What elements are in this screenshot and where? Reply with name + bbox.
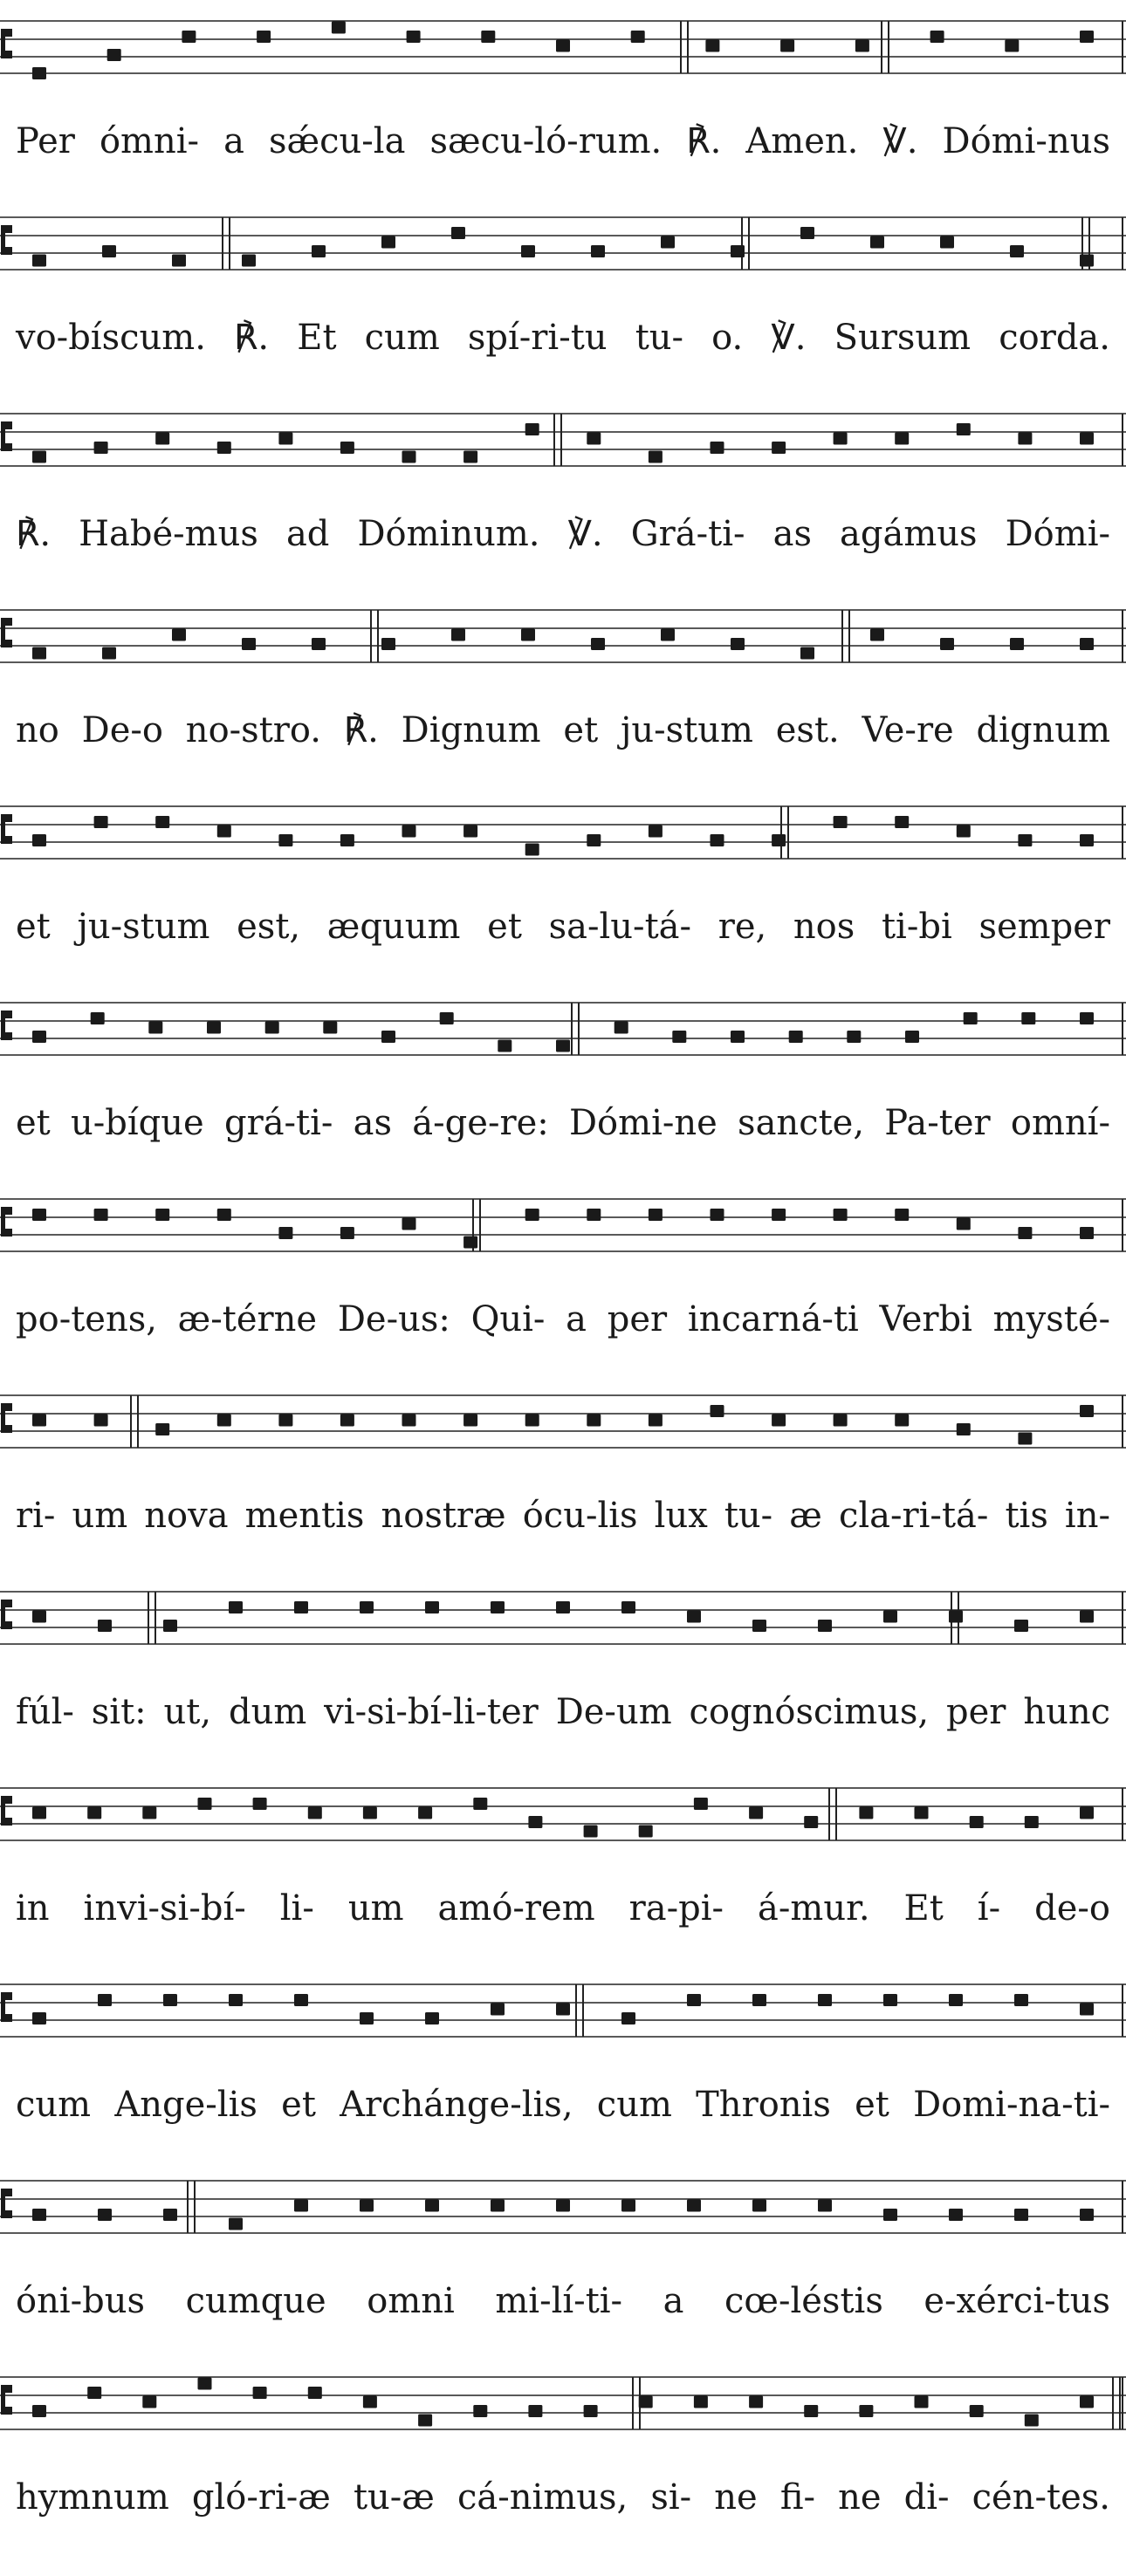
neume-note bbox=[155, 816, 169, 828]
neume-note bbox=[587, 1415, 601, 1427]
do-clef-icon bbox=[1, 1992, 12, 2022]
neume-note bbox=[217, 826, 231, 838]
neume-note bbox=[905, 1031, 919, 1043]
bar-line bbox=[781, 806, 788, 859]
neume-note bbox=[883, 1994, 897, 2006]
neume-note bbox=[253, 1798, 267, 1810]
neume-note bbox=[94, 1415, 108, 1427]
neume-note bbox=[1080, 2396, 1094, 2408]
neume-note bbox=[800, 647, 814, 660]
neume-note bbox=[418, 1807, 432, 1819]
neume-note bbox=[440, 1012, 454, 1024]
neume-note bbox=[32, 834, 46, 846]
neume-note bbox=[198, 1798, 212, 1810]
neume-note bbox=[294, 1601, 308, 1613]
neume-note bbox=[278, 1227, 292, 1239]
bar-line bbox=[576, 1984, 583, 2037]
neume-note bbox=[749, 1807, 763, 1819]
neume-note bbox=[360, 1601, 374, 1613]
neume-note bbox=[895, 1415, 909, 1427]
neume-note bbox=[1080, 1611, 1094, 1623]
neume-note bbox=[32, 255, 46, 267]
neume-note bbox=[155, 1423, 169, 1435]
neume-note bbox=[957, 1218, 971, 1230]
neume-note bbox=[895, 816, 909, 828]
bar-line bbox=[572, 1003, 579, 1055]
neume-note bbox=[229, 1994, 243, 2006]
neume-note bbox=[155, 1209, 169, 1221]
neume-note bbox=[705, 40, 719, 52]
neume-note bbox=[731, 1031, 745, 1043]
neume-note bbox=[1080, 1227, 1094, 1239]
bar-line bbox=[188, 2181, 195, 2233]
neume-note bbox=[859, 2405, 873, 2417]
neume-note bbox=[556, 2004, 570, 2016]
do-clef-icon bbox=[1, 1796, 12, 1826]
neume-note bbox=[32, 1209, 46, 1221]
staff bbox=[0, 1182, 1126, 1295]
neume-note bbox=[32, 1031, 46, 1043]
lyric-line: ri- um nova mentis nostræ ócu-lis lux tu- æ cla-ri-tá- tis in- bbox=[16, 1496, 1110, 1536]
neume-note bbox=[1080, 1405, 1094, 1417]
neume-note bbox=[363, 2396, 377, 2408]
neume-note bbox=[312, 245, 326, 257]
neume-note bbox=[970, 2405, 984, 2417]
neume-note bbox=[323, 1022, 337, 1034]
neume-note bbox=[451, 227, 465, 239]
bar-line bbox=[681, 21, 688, 73]
neume-note bbox=[687, 1611, 701, 1623]
neume-note bbox=[930, 31, 944, 43]
neume-note bbox=[98, 2209, 112, 2221]
lyric-line: ℟. Habé-mus ad Dóminum. ℣. Grá-ti- as agámus Dómi- bbox=[16, 514, 1110, 554]
neume-note bbox=[772, 834, 786, 846]
lyric-line: vo-bíscum. ℟. Et cum spí-ri-tu tu- o. ℣. Sursum corda. bbox=[16, 318, 1110, 358]
neume-note bbox=[649, 1209, 663, 1221]
do-clef-icon bbox=[1, 618, 12, 647]
neume-note bbox=[1080, 638, 1094, 650]
neume-note bbox=[407, 31, 421, 43]
neume-note bbox=[94, 816, 108, 828]
neume-note bbox=[1025, 1816, 1039, 1828]
neume-note bbox=[451, 629, 465, 641]
neume-note bbox=[672, 1031, 686, 1043]
lyric-line: cum Ange-lis et Archánge-lis, cum Thronis et Domi-na-ti- bbox=[16, 2085, 1110, 2125]
neume-note bbox=[772, 1209, 786, 1221]
neume-note bbox=[91, 1012, 105, 1024]
neume-note bbox=[402, 1415, 416, 1427]
neume-note bbox=[32, 2209, 46, 2221]
neume-note bbox=[525, 423, 539, 435]
neume-note bbox=[155, 433, 169, 445]
neume-note bbox=[834, 1209, 848, 1221]
do-clef-icon bbox=[1, 29, 12, 58]
neume-note bbox=[491, 1601, 505, 1613]
neume-note bbox=[148, 1022, 162, 1034]
bar-line bbox=[842, 610, 849, 662]
staff bbox=[0, 789, 1126, 902]
neume-note bbox=[614, 1022, 628, 1034]
neume-note bbox=[32, 647, 46, 660]
neume-note bbox=[1080, 2209, 1094, 2221]
bar-line bbox=[829, 1788, 836, 1840]
neume-note bbox=[1080, 31, 1094, 43]
bar-line bbox=[131, 1395, 138, 1448]
neume-note bbox=[847, 1031, 861, 1043]
staff bbox=[0, 1967, 1126, 2080]
do-clef-icon bbox=[1, 1600, 12, 1629]
neume-note bbox=[834, 1415, 848, 1427]
neume-note bbox=[883, 2209, 897, 2221]
neume-note bbox=[731, 245, 745, 257]
neume-note bbox=[1018, 1433, 1032, 1445]
bar-line bbox=[554, 414, 561, 466]
neume-note bbox=[772, 442, 786, 454]
neume-note bbox=[556, 40, 570, 52]
neume-note bbox=[621, 2012, 635, 2024]
neume-note bbox=[1014, 1620, 1028, 1632]
neume-note bbox=[711, 1209, 724, 1221]
neume-note bbox=[265, 1022, 279, 1034]
neume-note bbox=[800, 227, 814, 239]
neume-note bbox=[804, 2405, 818, 2417]
neume-note bbox=[418, 2415, 432, 2427]
neume-note bbox=[694, 1798, 708, 1810]
neume-note bbox=[521, 245, 535, 257]
neume-note bbox=[661, 629, 675, 641]
neume-note bbox=[463, 1237, 477, 1249]
neume-note bbox=[1080, 255, 1094, 267]
do-clef-icon bbox=[1, 225, 12, 255]
neume-note bbox=[381, 236, 395, 249]
chant-system bbox=[0, 1182, 1126, 1398]
neume-note bbox=[1010, 638, 1024, 650]
neume-note bbox=[278, 433, 292, 445]
neume-note bbox=[834, 433, 848, 445]
neume-note bbox=[463, 451, 477, 463]
neume-note bbox=[949, 1994, 963, 2006]
neume-note bbox=[1018, 834, 1032, 846]
neume-note bbox=[772, 1415, 786, 1427]
neume-note bbox=[278, 834, 292, 846]
neume-note bbox=[1018, 433, 1032, 445]
neume-note bbox=[584, 2405, 598, 2417]
neume-note bbox=[711, 834, 724, 846]
lyric-line: in invi-si-bí- li- um amó-rem ra-pi- á-mur. Et í- de-o bbox=[16, 1888, 1110, 1929]
bar-line bbox=[223, 217, 230, 270]
neume-note bbox=[964, 1012, 978, 1024]
neume-note bbox=[1080, 1012, 1094, 1024]
neume-note bbox=[32, 1415, 46, 1427]
lyric-line: no De-o no-stro. ℟. Dignum et ju-stum est. Ve-re dignum bbox=[16, 710, 1110, 750]
neume-note bbox=[621, 1601, 635, 1613]
neume-note bbox=[207, 1022, 221, 1034]
neume-note bbox=[182, 31, 196, 43]
neume-note bbox=[163, 1620, 177, 1632]
neume-note bbox=[859, 1807, 873, 1819]
neume-note bbox=[87, 2387, 101, 2399]
neume-note bbox=[521, 629, 535, 641]
neume-note bbox=[940, 638, 954, 650]
neume-note bbox=[631, 31, 645, 43]
neume-note bbox=[163, 1994, 177, 2006]
lyric-line: Per ómni- a sǽcu-la sæcu-ló-rum. ℟. Amen. ℣. Dómi-nus bbox=[16, 121, 1110, 161]
neume-note bbox=[895, 1209, 909, 1221]
neume-note bbox=[363, 1807, 377, 1819]
neume-note bbox=[883, 1611, 897, 1623]
bar-line bbox=[148, 1592, 155, 1644]
lyric-line: et u-bíque grá-ti- as á-ge-re: Dómi-ne sancte, Pa-ter omní- bbox=[16, 1103, 1110, 1143]
bar-line bbox=[882, 21, 889, 73]
neume-note bbox=[32, 1807, 46, 1819]
neume-note bbox=[915, 2396, 929, 2408]
neume-note bbox=[915, 1807, 929, 1819]
neume-note bbox=[32, 1611, 46, 1623]
neume-note bbox=[32, 67, 46, 79]
neume-note bbox=[525, 844, 539, 856]
neume-note bbox=[870, 236, 884, 249]
neume-note bbox=[818, 1994, 832, 2006]
neume-note bbox=[694, 2396, 708, 2408]
neume-note bbox=[217, 442, 231, 454]
neume-note bbox=[102, 647, 116, 660]
neume-note bbox=[1080, 834, 1094, 846]
neume-note bbox=[940, 236, 954, 249]
neume-note bbox=[804, 1816, 818, 1828]
neume-note bbox=[425, 2200, 439, 2212]
neume-note bbox=[1025, 2415, 1039, 2427]
neume-note bbox=[970, 1816, 984, 1828]
neume-note bbox=[172, 255, 186, 267]
neume-note bbox=[587, 1209, 601, 1221]
neume-note bbox=[1018, 1227, 1032, 1239]
neume-note bbox=[481, 31, 495, 43]
neume-note bbox=[340, 834, 354, 846]
neume-note bbox=[229, 2218, 243, 2230]
neume-note bbox=[142, 2396, 156, 2408]
neume-note bbox=[556, 2200, 570, 2212]
neume-note bbox=[855, 40, 869, 52]
neume-note bbox=[491, 2004, 505, 2016]
neume-note bbox=[87, 1807, 101, 1819]
lyric-line: po-tens, æ-térne De-us: Qui- a per incarná-ti Verbi mysté- bbox=[16, 1299, 1110, 1339]
staff bbox=[0, 1771, 1126, 1884]
chant-system bbox=[0, 1967, 1126, 2183]
neume-note bbox=[491, 2200, 505, 2212]
neume-note bbox=[752, 2200, 766, 2212]
neume-note bbox=[98, 1994, 112, 2006]
chant-system bbox=[0, 3, 1126, 220]
neume-note bbox=[425, 2012, 439, 2024]
do-clef-icon bbox=[1, 1207, 12, 1237]
neume-note bbox=[102, 245, 116, 257]
lyric-line: fúl- sit: ut, dum vi-si-bí-li-ter De-um cognóscimus, per hunc bbox=[16, 1692, 1110, 1732]
neume-note bbox=[257, 31, 271, 43]
chant-system bbox=[0, 789, 1126, 1005]
neume-note bbox=[949, 1611, 963, 1623]
neume-note bbox=[556, 1040, 570, 1052]
neume-note bbox=[381, 1031, 395, 1043]
neume-note bbox=[98, 1620, 112, 1632]
neume-note bbox=[473, 2405, 487, 2417]
neume-note bbox=[587, 433, 601, 445]
neume-note bbox=[528, 1816, 542, 1828]
bar-line bbox=[1113, 2377, 1120, 2429]
staff bbox=[0, 396, 1126, 510]
neume-note bbox=[381, 638, 395, 650]
neume-note bbox=[870, 629, 884, 641]
neume-note bbox=[1014, 2209, 1028, 2221]
neume-note bbox=[402, 1218, 416, 1230]
neume-note bbox=[332, 22, 346, 34]
neume-note bbox=[752, 1620, 766, 1632]
neume-note bbox=[229, 1601, 243, 1613]
neume-note bbox=[780, 40, 794, 52]
lyric-line: et ju-stum est, æquum et sa-lu-tá- re, nos ti-bi semper bbox=[16, 907, 1110, 947]
neume-note bbox=[649, 1415, 663, 1427]
neume-note bbox=[1080, 2004, 1094, 2016]
neume-note bbox=[649, 451, 663, 463]
chant-system bbox=[0, 985, 1126, 1202]
neume-note bbox=[294, 1994, 308, 2006]
staff bbox=[0, 985, 1126, 1099]
staff bbox=[0, 2163, 1126, 2277]
neume-note bbox=[711, 442, 724, 454]
neume-note bbox=[425, 1601, 439, 1613]
neume-note bbox=[1005, 40, 1019, 52]
lyric-line: hymnum gló-ri-æ tu-æ cá-nimus, si- ne fi- ne di- cén-tes. bbox=[16, 2477, 1110, 2518]
neume-note bbox=[834, 816, 848, 828]
do-clef-icon bbox=[1, 2385, 12, 2415]
neume-note bbox=[242, 638, 256, 650]
chant-system bbox=[0, 593, 1126, 809]
neume-note bbox=[661, 236, 675, 249]
neume-note bbox=[711, 1405, 724, 1417]
neume-note bbox=[172, 629, 186, 641]
chant-system bbox=[0, 1378, 1126, 1594]
do-clef-icon bbox=[1, 814, 12, 844]
neume-note bbox=[198, 2378, 212, 2390]
neume-note bbox=[621, 2200, 635, 2212]
neume-note bbox=[463, 1415, 477, 1427]
neume-note bbox=[253, 2387, 267, 2399]
neume-note bbox=[94, 442, 108, 454]
neume-note bbox=[687, 2200, 701, 2212]
neume-note bbox=[1080, 433, 1094, 445]
staff bbox=[0, 3, 1126, 117]
neume-note bbox=[340, 1415, 354, 1427]
neume-note bbox=[308, 1807, 322, 1819]
neume-note bbox=[1010, 245, 1024, 257]
neume-note bbox=[556, 1601, 570, 1613]
do-clef-icon bbox=[1, 2189, 12, 2218]
neume-note bbox=[107, 49, 121, 61]
neume-note bbox=[32, 2405, 46, 2417]
do-clef-icon bbox=[1, 1011, 12, 1040]
neume-note bbox=[308, 2387, 322, 2399]
neume-note bbox=[402, 451, 416, 463]
neume-note bbox=[242, 255, 256, 267]
chant-system bbox=[0, 1574, 1126, 1791]
neume-note bbox=[528, 2405, 542, 2417]
neume-note bbox=[94, 1209, 108, 1221]
neume-note bbox=[525, 1209, 539, 1221]
neume-note bbox=[217, 1415, 231, 1427]
neume-note bbox=[1080, 1807, 1094, 1819]
do-clef-icon bbox=[1, 1403, 12, 1433]
neume-note bbox=[584, 1826, 598, 1838]
neume-note bbox=[278, 1415, 292, 1427]
neume-note bbox=[591, 245, 605, 257]
neume-note bbox=[789, 1031, 803, 1043]
neume-note bbox=[687, 1994, 701, 2006]
neume-note bbox=[525, 1415, 539, 1427]
neume-note bbox=[752, 1994, 766, 2006]
neume-note bbox=[294, 2200, 308, 2212]
neume-note bbox=[639, 1826, 653, 1838]
staff bbox=[0, 2360, 1126, 2473]
neume-note bbox=[591, 638, 605, 650]
neume-note bbox=[818, 1620, 832, 1632]
neume-note bbox=[957, 423, 971, 435]
staff bbox=[0, 1574, 1126, 1688]
neume-note bbox=[463, 826, 477, 838]
chant-system bbox=[0, 200, 1126, 416]
neume-note bbox=[639, 2396, 653, 2408]
neume-note bbox=[587, 834, 601, 846]
staff bbox=[0, 593, 1126, 706]
neume-note bbox=[949, 2209, 963, 2221]
neume-note bbox=[818, 2200, 832, 2212]
neume-note bbox=[498, 1040, 512, 1052]
neume-note bbox=[649, 826, 663, 838]
neume-note bbox=[402, 826, 416, 838]
chant-system bbox=[0, 1771, 1126, 1987]
neume-note bbox=[749, 2396, 763, 2408]
neume-note bbox=[340, 1227, 354, 1239]
neume-note bbox=[340, 442, 354, 454]
chant-system bbox=[0, 396, 1126, 613]
neume-note bbox=[360, 2200, 374, 2212]
neume-note bbox=[142, 1807, 156, 1819]
staff bbox=[0, 1378, 1126, 1491]
lyric-line: óni-bus cumque omni mi-lí-ti- a cœ-léstis e-xérci-tus bbox=[16, 2281, 1110, 2321]
neume-note bbox=[163, 2209, 177, 2221]
do-clef-icon bbox=[1, 421, 12, 451]
staff bbox=[0, 200, 1126, 313]
neume-note bbox=[895, 433, 909, 445]
chant-system bbox=[0, 2360, 1126, 2576]
chant-system bbox=[0, 2163, 1126, 2380]
neume-note bbox=[217, 1209, 231, 1221]
neume-note bbox=[957, 826, 971, 838]
neume-note bbox=[312, 638, 326, 650]
neume-note bbox=[360, 2012, 374, 2024]
bar-line bbox=[371, 610, 378, 662]
neume-note bbox=[473, 1798, 487, 1810]
neume-note bbox=[32, 451, 46, 463]
neume-note bbox=[731, 638, 745, 650]
neume-note bbox=[32, 2012, 46, 2024]
neume-note bbox=[1021, 1012, 1035, 1024]
bar-line bbox=[742, 217, 749, 270]
neume-note bbox=[957, 1423, 971, 1435]
neume-note bbox=[1014, 1994, 1028, 2006]
